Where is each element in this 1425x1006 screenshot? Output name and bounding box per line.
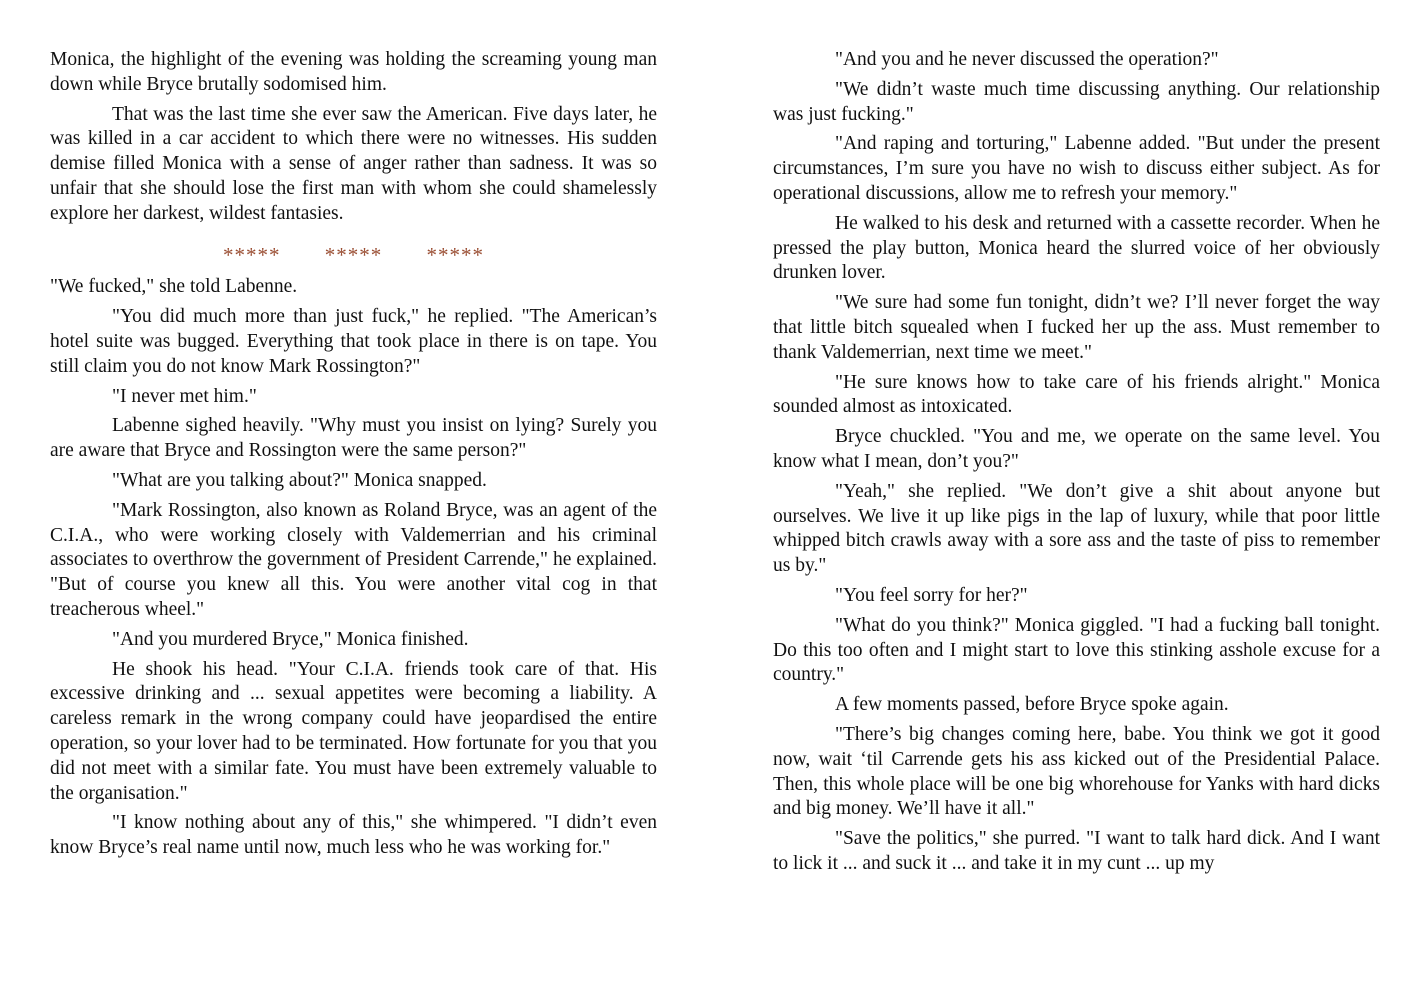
- paragraph: "And you and he never discussed the operation?": [835, 49, 1219, 70]
- paragraph: "We didn’t waste much time discussing anything. Our relationship was just fucking.": [773, 78, 1380, 125]
- paragraph: Labenne sighed heavily. "Why must you insist on lying? Surely you are aware that Bryce and Rossington were the same person?": [50, 415, 657, 462]
- paragraph: That was the last time she ever saw the American. Five days later, he was killed in a car accident to which there were no witnesses. His sudden demise filled Monica with a sense of anger rather than sadness. It was so unfair that she should lose the first man with whom she could shamelessly explore her darkest, wildest fantasies.: [50, 103, 657, 224]
- paragraph: "What are you talking about?" Monica snapped.: [112, 469, 487, 491]
- paragraph: Bryce chuckled. "You and me, we operate on the same level. You know what I mean, don’t you?": [773, 426, 1380, 472]
- left-page-column: [50, 48, 657, 866]
- paragraph: "We sure had some fun tonight, didn’t we? I’ll never forget the way that little bitch squealed when I fucked her up the ass. Must remember to thank Valdemerrian, next time we meet.": [773, 292, 1380, 363]
- paragraph: A few moments passed, before Bryce spoke again.: [835, 694, 1229, 716]
- right-page-column: [773, 48, 1380, 882]
- paragraph: "I know nothing about any of this," she whimpered. "I didn’t even know Bryce’s real name until now, much less who he was working for.": [50, 812, 657, 859]
- paragraph: Monica, the highlight of the evening was holding the screaming young man down while Bryce brutally sodomised him.: [50, 49, 657, 95]
- paragraph: "Save the politics," she purred. "I want to talk hard dick. And I want to lick it ... and suck it ... and take it in my cunt ... up my: [773, 828, 1380, 874]
- separator-stars: *****: [324, 242, 383, 267]
- paragraph: "You did much more than just fuck," he replied. "The American’s hotel suite was bugged. Everything that took place in there is on tape. You still claim you do not know Mark Rossington?": [50, 306, 657, 377]
- paragraph: "We fucked," she told Labenne.: [50, 276, 298, 298]
- paragraph: "You feel sorry for her?": [835, 584, 1028, 606]
- paragraph: "What do you think?" Monica giggled. "I had a fucking ball tonight. Do this too often and I might start to love this stinking asshole excuse for a country.": [773, 614, 1380, 686]
- paragraph: "Mark Rossington, also known as Roland Bryce, was an agent of the C.I.A., who were working closely with Valdemerrian and his criminal associates to overthrow the government of President Carrende," he explained. "But of course you knew all this. You were another vital cog in that treacherous wheel.": [50, 499, 657, 620]
- separator-stars: *****: [223, 242, 281, 267]
- scene-separator: [50, 243, 657, 268]
- paragraph: He walked to his desk and returned with a cassette recorder. When he pressed the play button, Monica heard the slurred voice of her obviously drunken lover.: [773, 212, 1380, 284]
- paragraph: "There’s big changes coming here, babe. You think we got it good now, wait ‘til Carrende gets his ass kicked out of the Presidential Palace. Then, this whole place will be one big whorehouse for Yanks with hard dicks and big money. We’ll have it all.": [773, 723, 1380, 820]
- paragraph: "I never met him.": [112, 385, 257, 407]
- paragraph: "He sure knows how to take care of his friends alright." Monica sounded almost as intoxicated.: [773, 371, 1380, 418]
- paragraph: "And raping and torturing," Labenne added. "But under the present circumstances, I’m sure you have no wish to discuss either subject. As for operational discussions, allow me to refresh your memory.": [773, 133, 1380, 204]
- paragraph: He shook his head. "Your C.I.A. friends took care of that. His excessive drinking and ... sexual appetites were becoming a liability. A careless remark in the wrong company could have jeopardised the entire operation, so your lover had to be terminated. How fortunate for you that you did not meet with a similar fate. You must have been extremely valuable to the organisation.": [50, 658, 657, 804]
- separator-stars: *****: [426, 242, 484, 267]
- paragraph: "Yeah," she replied. "We don’t give a shit about anyone but ourselves. We live it up like pigs in the lap of luxury, while that poor little whipped bitch crawls away with a sore ass and the taste of piss to remember us by.": [773, 480, 1380, 577]
- paragraph: "And you murdered Bryce," Monica finished.: [112, 628, 469, 650]
